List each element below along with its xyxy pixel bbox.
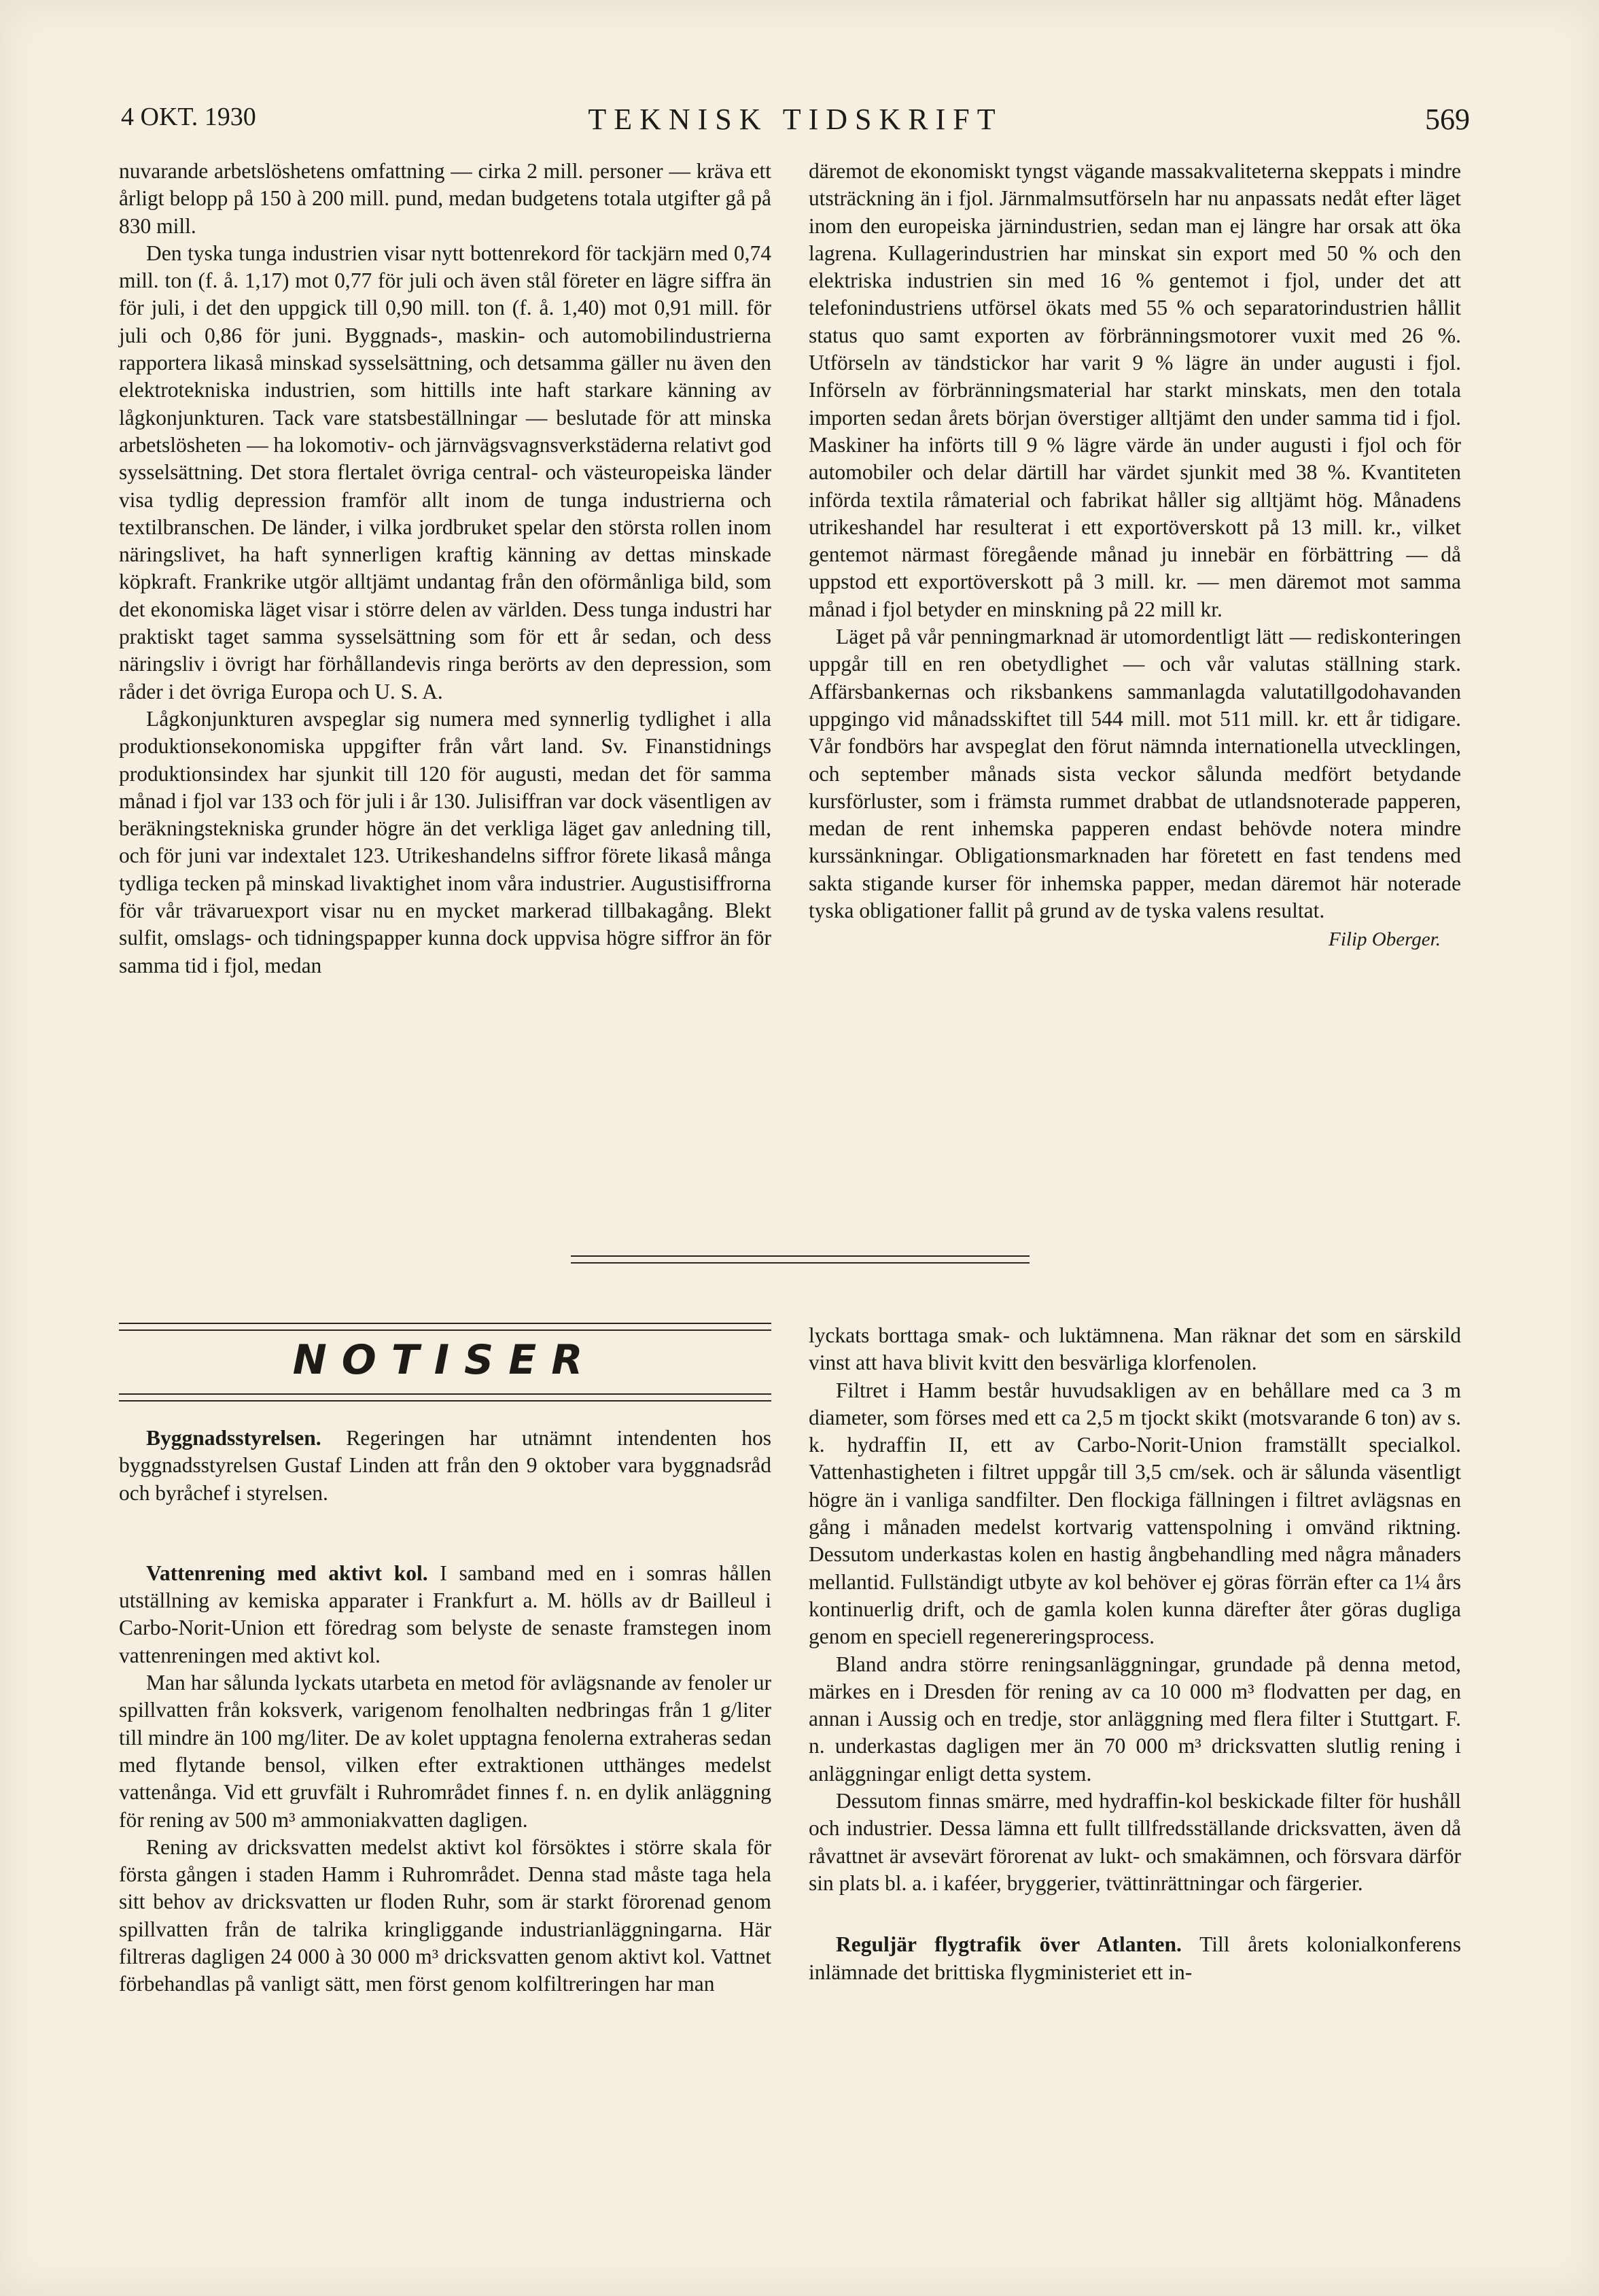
article-left-column (119, 158, 771, 979)
spacer (119, 1507, 771, 1560)
article-paragraph: Läget på vår penningmarknad är utomordentligt lätt — rediskonteringen uppgår till en ren obetydlighet — och vår valutas ställning stark. Affärsbankernas och riksbankens sammanlagda valutatillgodohavanden uppgingo vid månadsskiftet till 544 mill. mot 511 mill. kr. ett år tidigare. Vår fondbörs har avspeglat den förut nämnda internationella utvecklingen, och september månads sista veckor sålunda medfört betydande kursförluster, som i främsta rummet drabbat de utlandsnoterade papperen, medan de rent inhemska papperen endast behövde notera mindre kurssänkningar. Obligationsmarknaden har företett en fast tendens med sakta stigande kurser för inhemska papper, medan däremot här noterade tyska obligationer fallit på grund av de tyska valens resultat. (809, 625, 1461, 923)
article-paragraph: däremot de ekonomiskt tyngst vägande massakvaliteterna skeppats i mindre utsträckning än i fjol. Järnmalmsutförseln har nu anpassats nedåt efter läget inom den europeiska järnindustrien, sedan man ej längre har orsak att öka lagrena. Kullagerindustrien har minskat sin export med 50 % och den elektriska industrien sin med 16 % gentemot i fjol, under det att telefonindustriens utförsel ökats med 55 % och separatorindustrien hållit status quo samt exporten av förbränningsmotorer vuxit med 26 %. Utförseln av tändstickor har varit 9 % lägre än under augusti i fjol. Införseln av förbränningsmaterial har starkt minskats, men den totala importen sedan årets början överstiger alltjämt den under samma tid i fjol. Maskiner ha införts till 9 % lägre värde än under augusti i fjol och för automobiler och delar därtill har värdet sjunkit med 38 %. Kvantiteten införda textila råmaterial och fabrikat håller sig alltjämt hög. Månadens utrikeshandel har resulterat i ett exportöverskott på 13 mill. kr., vilket gentemot närmast föregående månad ju innebär en förbättring — då uppstod ett exportöverskott på 3 mill. kr. — men däremot mot samma månad i fjol betyder en minskning på 22 mill kr. (809, 159, 1461, 621)
article-right-column (809, 158, 1461, 954)
section-title: NOTISER (292, 1336, 598, 1384)
notice-vattenrening (119, 1560, 771, 1669)
issue-date: 4 OKT. 1930 (121, 103, 256, 131)
notice-byggnadsstyrelsen (119, 1425, 771, 1507)
notice-paragraph: Man har sålunda lyckats utarbeta en metod för avlägsnande av fenoler ur spillvatten från koksverk, varigenom fenolhalten nedbringas från 1 g/liter till mindre än 100 mg/liter. De av kolet upptagna fenolerna extraheras sedan med flytande bensol, vilken efter extraktionen utthänges medelst vattenånga. Vid ett gruvfält i Ruhrområdet finnes f. n. en dylik anläggning för rening av 500 m³ ammoniakvatten dagligen. (119, 1671, 771, 1832)
notice-paragraph: Rening av dricksvatten medelst aktivt kol försöktes i större skala för första gången i staden Hamm i Ruhrområdet. Denna stad måste taga hela sitt behov av dricksvatten ur floden Ruhr, som är starkt förorenad genom spillvatten från de talrika kringliggande industrianläggningarna. Här filtreras dagligen 24 000 à 30 000 m³ dricksvatten genom aktivt kol. Vattnet förbehandlas på vanligt sätt, men först genom kolfiltreringen har man (119, 1834, 771, 1996)
rule-top (119, 1323, 771, 1331)
page-number: 569 (1425, 103, 1470, 136)
section-divider (571, 1255, 1030, 1264)
notice-paragraph: Dessutom finnas smärre, med hydraffin-kol beskickade filter för hushåll och industrier. Dessa lämna ett fullt tillfredsställande dricksvatten, även då råvattnet är avsevärt förorenat av lukt- och smakämnen, och försvara därför sin plats bl. a. i kaféer, bryggerier, tvättinrättningar och färgerier. (809, 1789, 1461, 1895)
notice-heading: Vattenrening med aktivt kol. (146, 1561, 428, 1585)
notice-heading: Reguljär flygtrafik över Atlanten. (836, 1932, 1182, 1957)
notiser-right-column (809, 1322, 1461, 1986)
notice-flygtrafik (809, 1931, 1461, 1986)
article-paragraph: Den tyska tunga industrien visar nytt bottenrekord för tackjärn med 0,74 mill. ton (f. å. 1,17) mot 0,77 för juli och även stål företer en lägre siffra än för juli, i det den uppgick till 0,90 mill. ton (f. å. 1,40) mot 0,91 mill. för juli och 0,86 för juni. Byggnads-, maskin- och automobilindustrierna rapportera likaså minskad sysselsättning, och detsamma gäller nu även den elektrotekniska industrien, som hittills inte haft starkare känning av lågkonjunkturen. Tack vare statsbeställningar — beslutade för att minska arbetslösheten — ha lokomotiv- och järnvägsvagnsverkstäderna relativt god sysselsättning. Det stora flertalet övriga central- och västeuropeiska länder visa tydlig depression framför allt inom de tunga industrierna och textilbranschen. De länder, i vilka jordbruket spelar den största rollen inom näringslivet, ha haft synnerligen kraftig känning av dettas minskade köpkraft. Frankrike utgör alltjämt undantag från den oförmånliga bild, som det ekonomiska läget visar i större delen av världen. Dess tunga industri har praktiskt taget samma sysselsättning som för ett år sedan, och dess näringsliv i övrigt har förhållandevis ringa berörts av den depression, som råder i det övriga Europa och U. S. A. (119, 241, 771, 703)
article-paragraph: nuvarande arbetslöshetens omfattning — cirka 2 mill. personer — kräva ett årligt belopp på 150 à 200 mill. pund, medan budgetens totala utgifter gå på 830 mill. (119, 159, 771, 238)
article-paragraph: Lågkonjunkturen avspeglar sig numera med synnerlig tydlighet i alla produktionsekonomiska uppgifter från vårt land. Sv. Finanstidnings produktionsindex har sjunkit till 120 för augusti, medan det för samma månad i fjol var 133 och för juli i år 130. Julisiffran var dock väsentligen av beräkningstekniska grunder högre än det verkliga läget gav anledning till, och för juni var indextalet 123. Utrikeshandelns siffror förete likaså många tydliga tecken på minskad livaktighet inom våra industrier. Augustisiffrorna för vår trävaruexport visar nu en mycket markerad tillbakagång. Blekt sulfit, omslags- och tidningspapper kunna dock uppvisa högre siffror än för samma tid i fjol, medan (119, 706, 771, 977)
journal-title: TEKNISK TIDSKRIFT (588, 103, 1003, 136)
notiser-left-column (119, 1425, 771, 1998)
author-signature: Filip Oberger. (1329, 928, 1441, 951)
notiser-header (119, 1323, 771, 1402)
notice-paragraph: Filtret i Hamm består huvudsakligen av en behållare med ca 3 m diameter, som förses med ett ca 2,5 m tjockt skikt (motsvarande 6 ton) av s. k. hydraffin II, ett av Carbo-Norit-Union framställt specialkol. Vattenhastigheten i filtret uppgår till 3,5 cm/sek. och är sålunda väsentligt högre än i vanliga sandfilter. Den flockiga fällningen i filtret avlägsnas en gång i månaden medelst kortvarig vattenspolning i omvänd riktning. Dessutom underkastas kolen en hastig ångbehandling med några månaders mellantid. Fullständigt utbyte av kol behöver ej göras förrän efter ca 1¼ års kontinuerlig drift, och de gamla kolen kunna därefter åter göras dugliga genom en speciell regenereringsprocess. (809, 1378, 1461, 1649)
notice-text: I samband med en i somras hållen utställning av kemiska apparater i Frankfurt a. M. hölls av dr Bailleul i Carbo-Norit-Union ett föredrag som belyste de senaste framstegen inom vattenreningen med aktivt kol. (119, 1561, 772, 1667)
notice-paragraph: lyckats borttaga smak- och luktämnena. Man räknar det som en särskild vinst att hava blivit kvitt den besvärliga klorfenolen. (809, 1323, 1461, 1375)
notice-text: Till årets kolonialkonferens inlämnade det brittiska flygministeriet ett in- (809, 1932, 1461, 1984)
notice-paragraph: Bland andra större reningsanläggningar, grundade på denna metod, märkes en i Dresden för rening av ca 10 000 m³ flodvatten per dag, en annan i Aussig och en tredje, stor anläggning med flera filter i Stuttgart. F. n. underkastas dagligen mer än 70 000 m³ dricksvatten slutlig rening i anläggningar enligt detta system. (809, 1652, 1461, 1786)
notice-heading: Byggnadsstyrelsen. (146, 1426, 321, 1450)
rule-bottom (119, 1393, 771, 1402)
spacer (809, 1897, 1461, 1931)
notice-text: Regeringen har utnämnt intendenten hos byggnadsstyrelsen Gustaf Linden att från den 9 oktober vara byggnadsråd och byråchef i styrelsen. (119, 1426, 771, 1505)
running-head (121, 102, 1470, 140)
